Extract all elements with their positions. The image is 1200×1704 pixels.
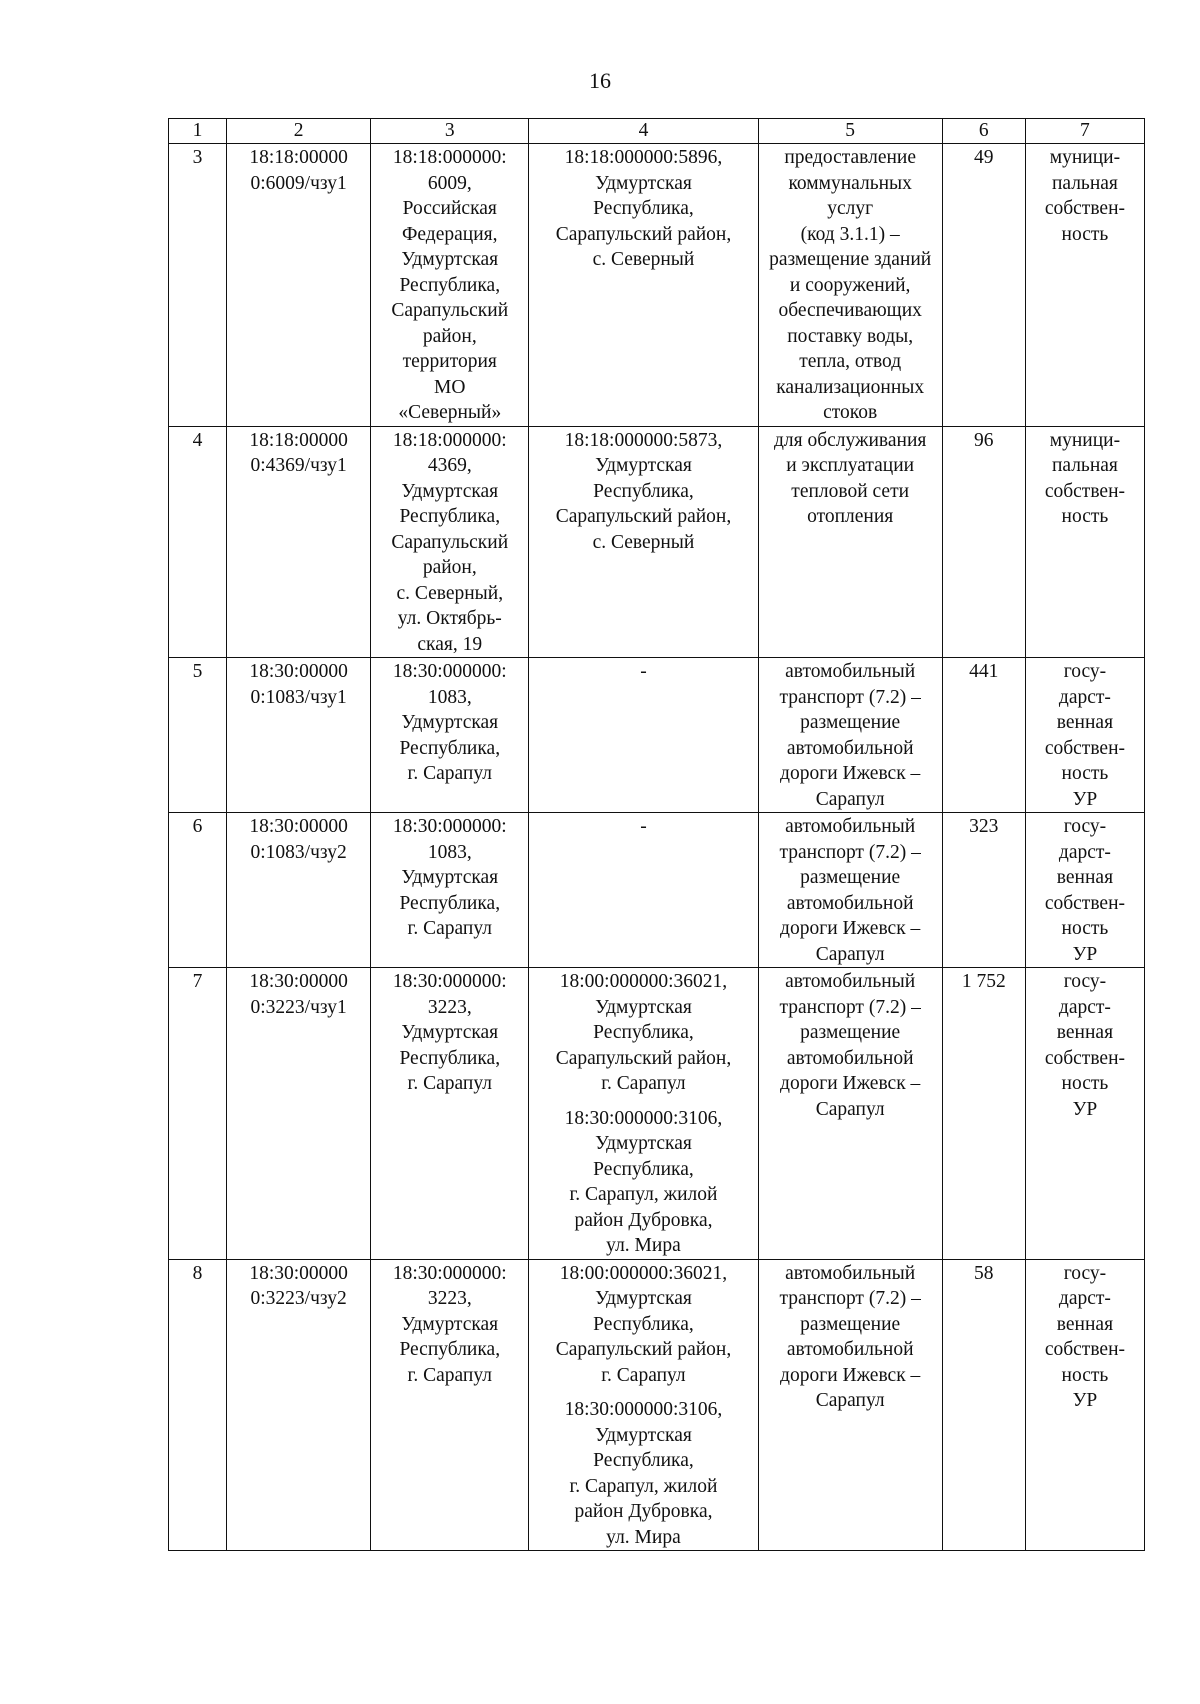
zone-number-cell: 18:18:00000 0:4369/чзу1: [227, 426, 371, 658]
object-entry: -: [640, 661, 647, 682]
ownership-cell: госу- дарст- венная собствен- ность УР: [1025, 968, 1144, 1260]
table-row: [169, 813, 1145, 968]
area-cell: 96: [942, 426, 1025, 658]
row-number-cell: 7: [169, 968, 227, 1260]
column-header: 4: [529, 119, 758, 144]
area-cell: 58: [942, 1259, 1025, 1551]
object-entry: 18:30:000000:3106, Удмуртская Республика, г. Сарапул, жилой район Дубровка, ул. Мира: [564, 1399, 723, 1548]
object-entry: 18:00:000000:36021, Удмуртская Республика, Сарапульский район, г. Сарапул: [555, 1262, 732, 1386]
objects-cell: [529, 968, 758, 1260]
zone-number-cell: 18:30:00000 0:1083/чзу2: [227, 813, 371, 968]
objects-cell: [529, 426, 758, 658]
table-row: [169, 1259, 1145, 1551]
area-cell: 49: [942, 144, 1025, 427]
permitted-use-cell: автомобильный транспорт (7.2) – размещение автомобильной дороги Ижевск – Сарапул: [758, 968, 942, 1260]
column-header: 6: [942, 119, 1025, 144]
table-row: [169, 968, 1145, 1260]
object-entry: 18:18:000000:5896, Удмуртская Республика, Сарапульский район, с. Северный: [555, 147, 732, 270]
objects-cell: [529, 813, 758, 968]
ownership-cell: госу- дарст- венная собствен- ность УР: [1025, 1259, 1144, 1551]
permitted-use-cell: предоставление коммунальных услуг (код 3.1.1) – размещение зданий и сооружений, обеспечивающих поставку воды, тепла, отвод канализационных стоков: [758, 144, 942, 427]
row-number-cell: 8: [169, 1259, 227, 1551]
ownership-cell: муници- пальная собствен- ность: [1025, 426, 1144, 658]
row-number-cell: 3: [169, 144, 227, 427]
zone-number-cell: 18:18:00000 0:6009/чзу1: [227, 144, 371, 427]
zone-number-cell: 18:30:00000 0:1083/чзу1: [227, 658, 371, 813]
parcel-cell: 18:30:000000: 3223, Удмуртская Республика, г. Сарапул: [371, 968, 529, 1260]
page-number: 16: [589, 68, 611, 93]
parcel-cell: 18:18:000000: 6009, Российская Федерация, Удмуртская Республика, Сарапульский район, территория МО «Северный»: [371, 144, 529, 427]
zone-number-cell: 18:30:00000 0:3223/чзу2: [227, 1259, 371, 1551]
object-entry: 18:30:000000:3106, Удмуртская Республика, г. Сарапул, жилой район Дубровка, ул. Мира: [564, 1107, 723, 1256]
column-header: 2: [227, 119, 371, 144]
permitted-use-cell: для обслуживания и эксплуатации тепловой сети отопления: [758, 426, 942, 658]
parcel-cell: 18:18:000000: 4369, Удмуртская Республика, Сарапульский район, с. Северный, ул. Октябрь- ская, 19: [371, 426, 529, 658]
ownership-cell: госу- дарст- венная собствен- ность УР: [1025, 813, 1144, 968]
table-row: [169, 426, 1145, 658]
area-cell: 441: [942, 658, 1025, 813]
easement-table: [168, 118, 1145, 1551]
ownership-cell: госу- дарст- венная собствен- ность УР: [1025, 658, 1144, 813]
column-header: 1: [169, 119, 227, 144]
objects-cell: [529, 658, 758, 813]
objects-cell: [529, 144, 758, 427]
area-cell: 1 752: [942, 968, 1025, 1260]
permitted-use-cell: автомобильный транспорт (7.2) – размещение автомобильной дороги Ижевск – Сарапул: [758, 658, 942, 813]
object-entry: -: [640, 816, 647, 837]
ownership-cell: муници- пальная собствен- ность: [1025, 144, 1144, 427]
column-header: 7: [1025, 119, 1144, 144]
parcel-cell: 18:30:000000: 1083, Удмуртская Республика, г. Сарапул: [371, 658, 529, 813]
object-entry: 18:18:000000:5873, Удмуртская Республика, Сарапульский район, с. Северный: [555, 429, 732, 553]
zone-number-cell: 18:30:00000 0:3223/чзу1: [227, 968, 371, 1260]
objects-cell: [529, 1259, 758, 1551]
table-row: [169, 144, 1145, 427]
header-row: [169, 119, 1145, 144]
row-number-cell: 6: [169, 813, 227, 968]
object-entry: 18:00:000000:36021, Удмуртская Республика, Сарапульский район, г. Сарапул: [555, 971, 732, 1094]
table-row: [169, 658, 1145, 813]
row-number-cell: 5: [169, 658, 227, 813]
permitted-use-cell: автомобильный транспорт (7.2) – размещение автомобильной дороги Ижевск – Сарапул: [758, 813, 942, 968]
parcel-cell: 18:30:000000: 1083, Удмуртская Республика, г. Сарапул: [371, 813, 529, 968]
parcel-cell: 18:30:000000: 3223, Удмуртская Республика, г. Сарапул: [371, 1259, 529, 1551]
column-header: 3: [371, 119, 529, 144]
row-number-cell: 4: [169, 426, 227, 658]
table-body: [169, 144, 1145, 1551]
area-cell: 323: [942, 813, 1025, 968]
column-header: 5: [758, 119, 942, 144]
permitted-use-cell: автомобильный транспорт (7.2) – размещение автомобильной дороги Ижевск – Сарапул: [758, 1259, 942, 1551]
